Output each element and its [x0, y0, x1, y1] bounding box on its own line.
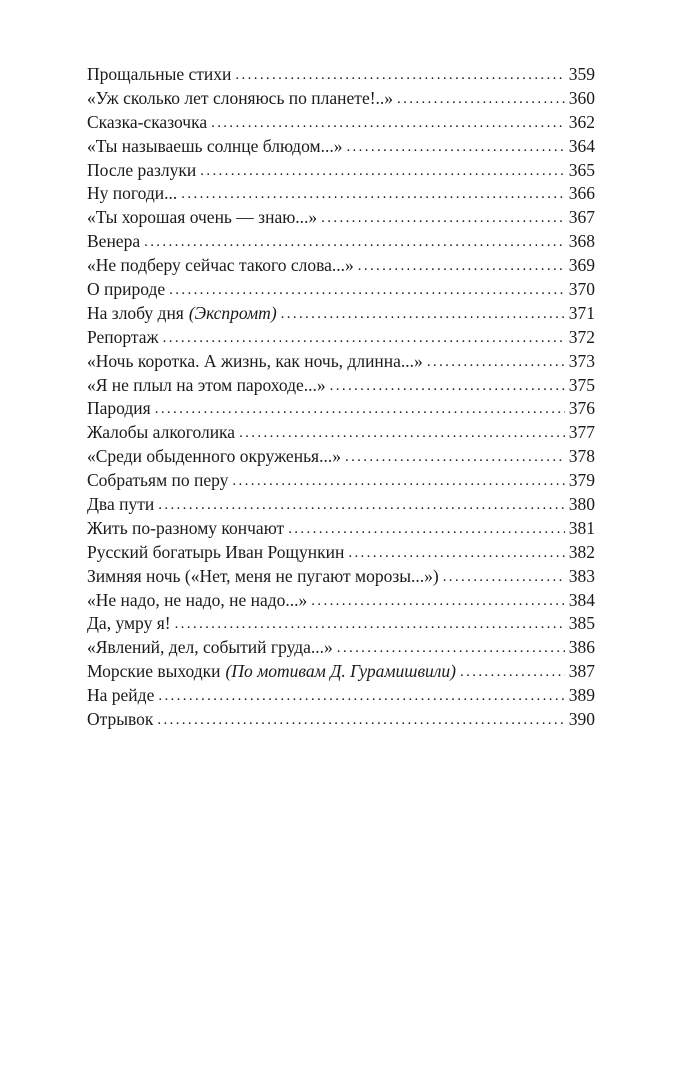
toc-entry-title [87, 374, 330, 398]
toc-entry-title [87, 708, 157, 732]
toc-dot-leader [232, 470, 565, 494]
toc-entry-title [87, 445, 345, 469]
toc-entry-title-text: О природе [87, 279, 166, 300]
toc-entry [87, 636, 595, 660]
toc-dot-leader [239, 422, 565, 446]
toc-entry-title-text: «Я не плыл на этом пароходе...» [87, 374, 326, 395]
toc-dot-leader [200, 160, 565, 184]
toc-entry-title-text: На рейде [87, 685, 155, 706]
toc-entry-page-number: 376 [568, 398, 595, 419]
toc-entry [87, 660, 595, 684]
toc-dot-leader [348, 542, 565, 566]
toc-dot-leader [157, 709, 565, 733]
toc-entry-title-text: «Явлений, дел, событий груда...» [87, 637, 333, 658]
toc-entry-title [87, 589, 311, 613]
toc-entry [87, 589, 595, 613]
toc-entry-title-text: Венера [87, 231, 141, 252]
toc-entry-title [87, 565, 443, 589]
toc-entry-title-text: «Ты называешь солнце блюдом...» [87, 135, 343, 156]
toc-entry-page-number: 368 [568, 231, 595, 252]
toc-entry-page-number: 373 [568, 350, 595, 371]
toc-entry-title [87, 421, 239, 445]
toc-entry-page-number: 372 [568, 326, 595, 347]
toc-dot-leader [144, 231, 565, 255]
toc-entry-title-text: Зимняя ночь («Нет, меня не пугают морозы...») [87, 565, 439, 586]
toc-entry [87, 708, 595, 732]
toc-dot-leader [175, 613, 565, 637]
toc-entry-page-number: 367 [568, 207, 595, 228]
toc-entry-title [87, 254, 358, 278]
toc-entry-page-number: 383 [568, 565, 595, 586]
toc-entry [87, 230, 595, 254]
toc-dot-leader [155, 398, 565, 422]
toc-entry-title [87, 302, 281, 326]
toc-dot-leader [345, 446, 565, 470]
toc-entry-page-number: 377 [568, 422, 595, 443]
toc-entry [87, 206, 595, 230]
toc-entry-title-text: «Ночь коротка. А жизнь, как ночь, длинна...» [87, 350, 423, 371]
toc-dot-leader [443, 566, 565, 590]
toc-entry-title [87, 230, 144, 254]
toc-entry-page-number: 378 [568, 446, 595, 467]
toc-entry-title [87, 541, 348, 565]
toc-dot-leader [321, 207, 565, 231]
toc-dot-leader [158, 685, 565, 709]
toc-entry-title-text: «Среди обыденного окруженья...» [87, 446, 341, 467]
toc-entry-page-number: 390 [568, 709, 595, 730]
toc-entry [87, 517, 595, 541]
toc-dot-leader [158, 494, 565, 518]
toc-entry-page-number: 389 [568, 685, 595, 706]
toc-entry-title-text: «Ты хорошая очень — знаю...» [87, 207, 318, 228]
toc-entry-subtitle: (По мотивам Д. Гурамишвили) [225, 661, 457, 682]
toc-entry-title [87, 326, 163, 350]
toc-entry-title [87, 87, 397, 111]
toc-entry-title [87, 397, 155, 421]
toc-entry-page-number: 382 [568, 541, 595, 562]
table-of-contents [87, 63, 595, 732]
toc-entry-title-text: Прощальные стихи [87, 64, 232, 84]
toc-entry-title [87, 63, 235, 87]
toc-entry-title [87, 660, 460, 684]
toc-entry [87, 254, 595, 278]
toc-entry-page-number: 381 [568, 517, 595, 538]
toc-entry-page-number: 360 [568, 87, 595, 108]
toc-entry-page-number: 359 [568, 64, 595, 84]
toc-entry-title [87, 469, 232, 493]
toc-entry [87, 493, 595, 517]
toc-entry-page-number: 362 [568, 111, 595, 132]
toc-entry-title [87, 278, 169, 302]
toc-entry [87, 326, 595, 350]
toc-entry-title [87, 612, 175, 636]
toc-dot-leader [281, 303, 565, 327]
toc-entry-page-number: 366 [568, 183, 595, 204]
toc-entry-page-number: 369 [568, 255, 595, 276]
toc-dot-leader [358, 255, 565, 279]
toc-entry-title-text: На злобу дня [87, 302, 184, 323]
toc-entry-page-number: 370 [568, 279, 595, 300]
toc-dot-leader [460, 661, 565, 685]
toc-entry-title-text: «Не подберу сейчас такого слова...» [87, 255, 354, 276]
toc-entry [87, 541, 595, 565]
toc-entry-page-number: 380 [568, 494, 595, 515]
toc-dot-leader [211, 112, 565, 136]
toc-entry [87, 445, 595, 469]
toc-dot-leader [169, 279, 565, 303]
toc-dot-leader [288, 518, 565, 542]
toc-entry-page-number: 386 [568, 637, 595, 658]
toc-entry-page-number: 387 [568, 661, 595, 682]
toc-entry [87, 350, 595, 374]
toc-entry-page-number: 371 [568, 302, 595, 323]
toc-dot-leader [163, 327, 565, 351]
toc-dot-leader [346, 136, 565, 160]
toc-entry [87, 565, 595, 589]
toc-entry-title-text: Ну погоди... [87, 183, 178, 204]
toc-entry [87, 612, 595, 636]
toc-entry-page-number: 384 [568, 589, 595, 610]
toc-dot-leader [181, 183, 565, 207]
toc-entry-title [87, 135, 346, 159]
toc-entry [87, 469, 595, 493]
toc-entry-title-text: Русский богатырь Иван Рощункин [87, 541, 345, 562]
toc-entry-title [87, 493, 158, 517]
toc-entry-title [87, 159, 200, 183]
toc-dot-leader [337, 637, 565, 661]
toc-entry-page-number: 379 [568, 470, 595, 491]
toc-entry [87, 87, 595, 111]
toc-entry [87, 63, 595, 87]
toc-entry [87, 374, 595, 398]
toc-entry-page-number: 365 [568, 159, 595, 180]
toc-entry-subtitle: (Экспромт) [188, 302, 277, 323]
toc-entry [87, 159, 595, 183]
toc-entry-title-text: Репортаж [87, 326, 159, 347]
toc-entry [87, 397, 595, 421]
toc-entry [87, 135, 595, 159]
toc-entry-title-text: После разлуки [87, 159, 197, 180]
toc-entry-title [87, 517, 288, 541]
toc-entry-title-text: Два пути [87, 494, 155, 515]
toc-entry [87, 421, 595, 445]
toc-entry-title [87, 350, 427, 374]
toc-entry [87, 182, 595, 206]
toc-entry-title-text: Да, умру я! [87, 613, 171, 634]
toc-entry-title-text: Морские выходки [87, 661, 221, 682]
toc-dot-leader [311, 590, 565, 614]
toc-entry-title-text: Собратьям по перу [87, 470, 229, 491]
toc-entry-title [87, 636, 337, 660]
toc-entry-title [87, 111, 211, 135]
toc-entry-title-text: Отрывок [87, 709, 154, 730]
toc-entry-page-number: 364 [568, 135, 595, 156]
toc-entry-title-text: Сказка-сказочка [87, 111, 208, 132]
toc-entry-title [87, 182, 181, 206]
toc-entry-title-text: «Уж сколько лет слоняюсь по планете!..» [87, 87, 394, 108]
toc-dot-leader [427, 351, 565, 375]
toc-entry-title-text: Жить по-разному кончают [87, 517, 285, 538]
toc-entry-title [87, 206, 321, 230]
toc-entry-page-number: 385 [568, 613, 595, 634]
toc-entry-title-text: Жалобы алкоголика [87, 422, 236, 443]
toc-entry-title-text: «Не надо, не надо, не надо...» [87, 589, 308, 610]
toc-dot-leader [235, 64, 565, 88]
toc-entry-title [87, 684, 158, 708]
toc-entry [87, 111, 595, 135]
toc-entry [87, 684, 595, 708]
toc-dot-leader [330, 375, 565, 399]
toc-entry [87, 278, 595, 302]
toc-entry [87, 302, 595, 326]
toc-dot-leader [397, 88, 565, 112]
toc-entry-page-number: 375 [568, 374, 595, 395]
toc-entry-title-text: Пародия [87, 398, 151, 419]
